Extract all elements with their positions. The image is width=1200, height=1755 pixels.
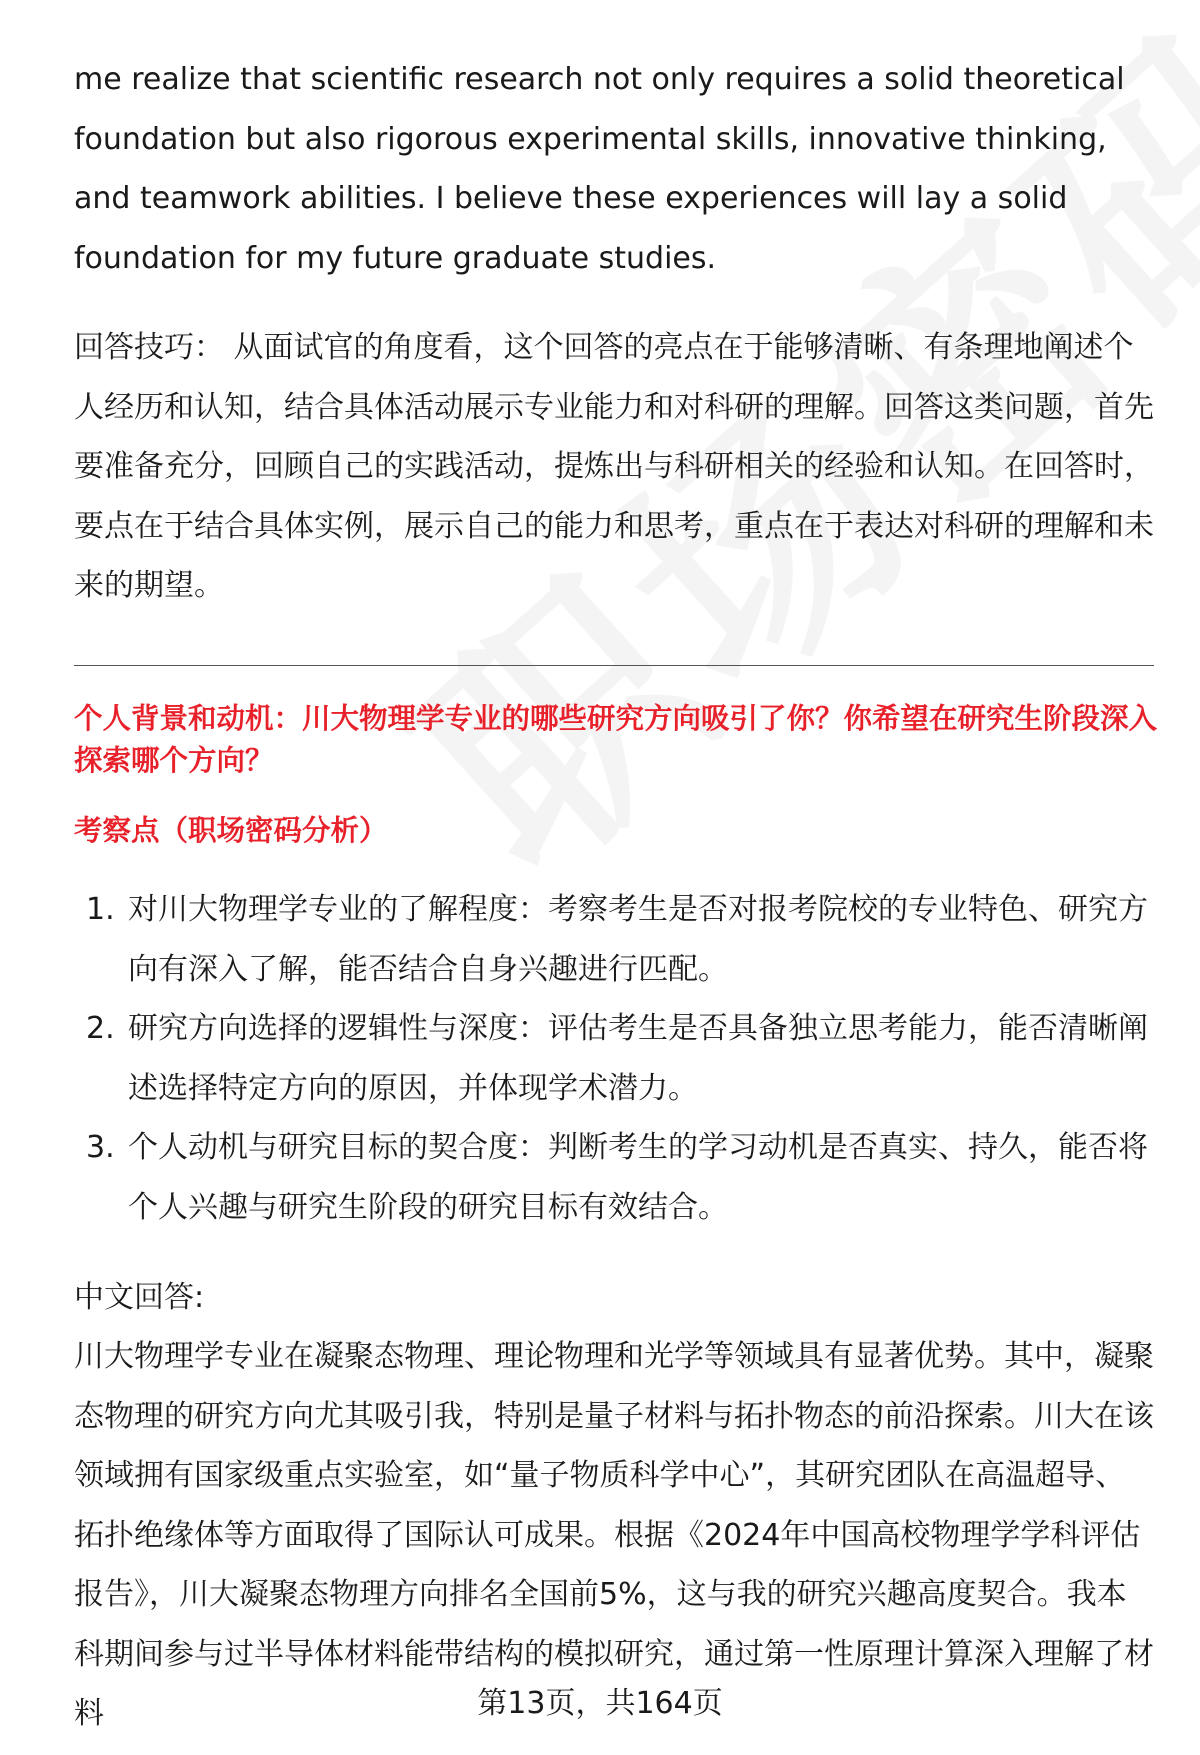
answer-label: 中文回答: [74,1280,205,1315]
exam-point-number: 2. [86,1011,115,1046]
exam-point-item [74,999,1154,1118]
page-footer: 第13页，共164页 [477,1686,723,1721]
exam-point-item [74,1118,1154,1237]
exam-points-list [74,880,1154,1237]
intro-paragraph: me realize that scientific research not only requires a solid theoretical foundation but also rigorous experimental skills, innovative thinking, and teamwork abilities. I believe these experiences will lay a solid foundation for my future graduate studies. [74,62,1125,276]
question-heading: 个人背景和动机：川大物理学专业的哪些研究方向吸引了你？你希望在研究生阶段深入探索哪个方向？ [74,702,1158,777]
exam-point-number: 1. [86,892,115,927]
answer-tip-paragraph: 回答技巧： 从面试官的角度看，这个回答的亮点在于能够清晰、有条理地阐述个人经历和认知，结合具体活动展示专业能力和对科研的理解。回答这类问题，首先要准备充分，回顾自己的实践活动，提炼出与科研相关的经验和认知。在回答时，要点在于结合具体实例，展示自己的能力和思考，重点在于表达对科研的理解和未来的期望。 [74,330,1154,603]
exam-point-item [74,880,1154,999]
exam-point-text: 研究方向选择的逻辑性与深度：评估考生是否具备独立思考能力，能否清晰阐述选择特定方向的原因，并体现学术潜力。 [128,1011,1148,1106]
exam-point-text: 对川大物理学专业的了解程度：考察考生是否对报考院校的专业特色、研究方向有深入了解，能否结合自身兴趣进行匹配。 [128,892,1148,987]
section-divider [74,665,1154,666]
exam-point-text: 个人动机与研究目标的契合度：判断考生的学习动机是否真实、持久，能否将个人兴趣与研究生阶段的研究目标有效结合。 [128,1130,1148,1225]
exam-point-number: 3. [86,1130,115,1165]
answer-body: 川大物理学专业在凝聚态物理、理论物理和光学等领域具有显著优势。其中，凝聚态物理的研究方向尤其吸引我，特别是量子材料与拓扑物态的前沿探索。川大在该领域拥有国家级重点实验室，如“量子物质科学中心”，其研究团队在高温超导、拓扑绝缘体等方面取得了国际认可成果。根据《2024年中国高校物理学学科评估报告》，川大凝聚态物理方向排名全国前5%，这与我的研究兴趣高度契合。我本科期间参与过半导体材料能带结构的模拟研究，通过第一性原理计算深入理解了材料 [74,1339,1154,1731]
exam-points-heading: 考察点（职场密码分析） [74,814,388,847]
